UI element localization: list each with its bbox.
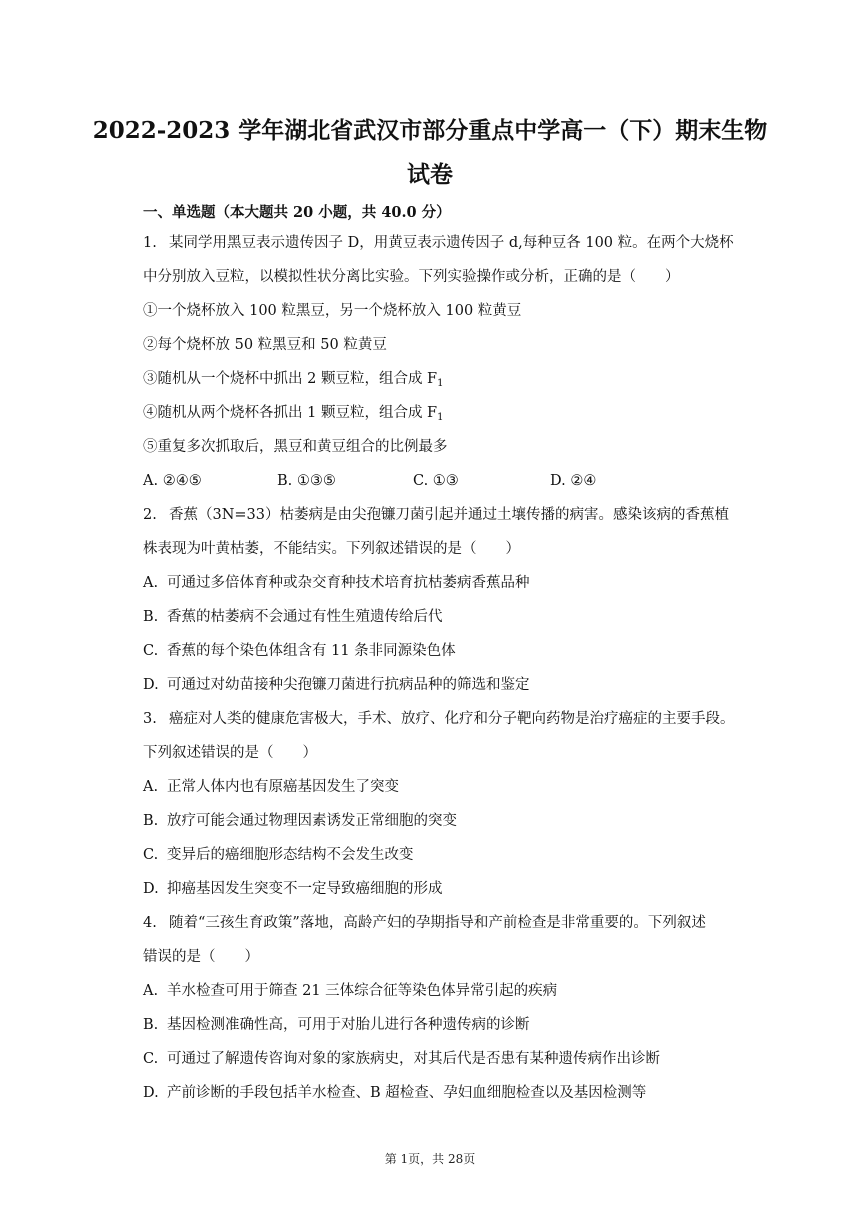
question-4-option-a: A. 羊水检查可用于筛查 21 三体综合征等染色体异常引起的疾病 (143, 983, 558, 999)
question-2-option-d: D. 可通过对幼苗接种尖孢镰刀菌进行抗病品种的筛选和鉴定 (143, 677, 530, 693)
question-3-stem-line-2: 下列叙述错误的是（ ） (143, 745, 317, 761)
question-3-option-d: D. 抑癌基因发生突变不一定导致癌细胞的形成 (143, 881, 443, 897)
document-title-line-2: 试卷 (407, 161, 453, 188)
document-title-line-1: 2022-2023 学年湖北省武汉市部分重点中学高一（下）期末生物 (92, 117, 768, 144)
question-2-stem-line-1: 2. 香蕉（3N=33）枯萎病是由尖孢镰刀菌引起并通过土壤传播的病害。感染该病的香蕉植 (143, 504, 729, 526)
question-2-stem-line-2: 株表现为叶黄枯萎，不能结实。下列叙述错误的是（ ） (143, 541, 520, 557)
question-1-item-4: ④随机从两个烧杯各抓出 1 颗豆粒，组合成 $F_1$ (143, 405, 444, 423)
question-number: 4. (143, 915, 157, 931)
question-number: 2. (143, 507, 157, 523)
question-1-option-b: B. ①③⑤ (277, 473, 336, 489)
question-4-option-d: D. 产前诊断的手段包括羊水检查、B 超检查、孕妇血细胞检查以及基因检测等 (143, 1085, 647, 1101)
question-2-option-c: C. 香蕉的每个染色体组含有 11 条非同源染色体 (143, 643, 456, 659)
question-3-option-b: B. 放疗可能会通过物理因素诱发正常细胞的突变 (143, 813, 457, 829)
question-1-item-1: ①一个烧杯放入 100 粒黑豆，另一个烧杯放入 100 粒黄豆 (143, 303, 522, 319)
question-1-item-5: ⑤重复多次抓取后，黑豆和黄豆组合的比例最多 (143, 439, 448, 455)
question-1-item-2: ②每个烧杯放 50 粒黑豆和 50 粒黄豆 (143, 337, 387, 353)
section-heading: 一、单选题（本大题共 20 小题，共 40.0 分） (143, 204, 451, 221)
question-3-option-a: A. 正常人体内也有原癌基因发生了突变 (143, 779, 399, 795)
question-3-option-c: C. 变异后的癌细胞形态结构不会发生改变 (143, 847, 414, 863)
question-4-option-c: C. 可通过了解遗传咨询对象的家族病史，对其后代是否患有某种遗传病作出诊断 (143, 1051, 660, 1067)
question-1-stem-line-2: 中分别放入豆粒，以模拟性状分离比实验。下列实验操作或分析，正确的是（ ） (143, 269, 680, 285)
question-number: 1. (143, 235, 157, 251)
question-1-item-3: ③随机从一个烧杯中抓出 2 颗豆粒，组合成 $F_1$ (143, 371, 444, 389)
question-number: 3. (143, 711, 157, 727)
question-2-option-b: B. 香蕉的枯萎病不会通过有性生殖遗传给后代 (143, 609, 443, 625)
question-1-option-d: D. ②④ (550, 473, 597, 489)
question-1-option-a: A. ②④⑤ (143, 473, 202, 489)
question-4-stem-line-2: 错误的是（ ） (143, 949, 259, 965)
question-1-stem-line-1: 1. 某同学用黑豆表示遗传因子 D，用黄豆表示遗传因子 d,每种豆各 100 粒。在两个大烧杯 (143, 232, 734, 254)
question-4-option-b: B. 基因检测准确性高，可用于对胎儿进行各种遗传病的诊断 (143, 1017, 530, 1033)
page-footer: 第 1页，共 28页 (384, 1152, 476, 1166)
question-2-option-a: A. 可通过多倍体育种或杂交育种技术培育抗枯萎病香蕉品种 (143, 575, 530, 591)
question-3-stem-line-1: 3. 癌症对人类的健康危害极大，手术、放疗、化疗和分子靶向药物是治疗癌症的主要手段。 (143, 708, 735, 730)
question-1-option-c: C. ①③ (413, 473, 459, 489)
question-4-stem-line-1: 4. 随着“三孩生育政策”落地，高龄产妇的孕期指导和产前检查是非常重要的。下列叙述 (143, 912, 706, 934)
